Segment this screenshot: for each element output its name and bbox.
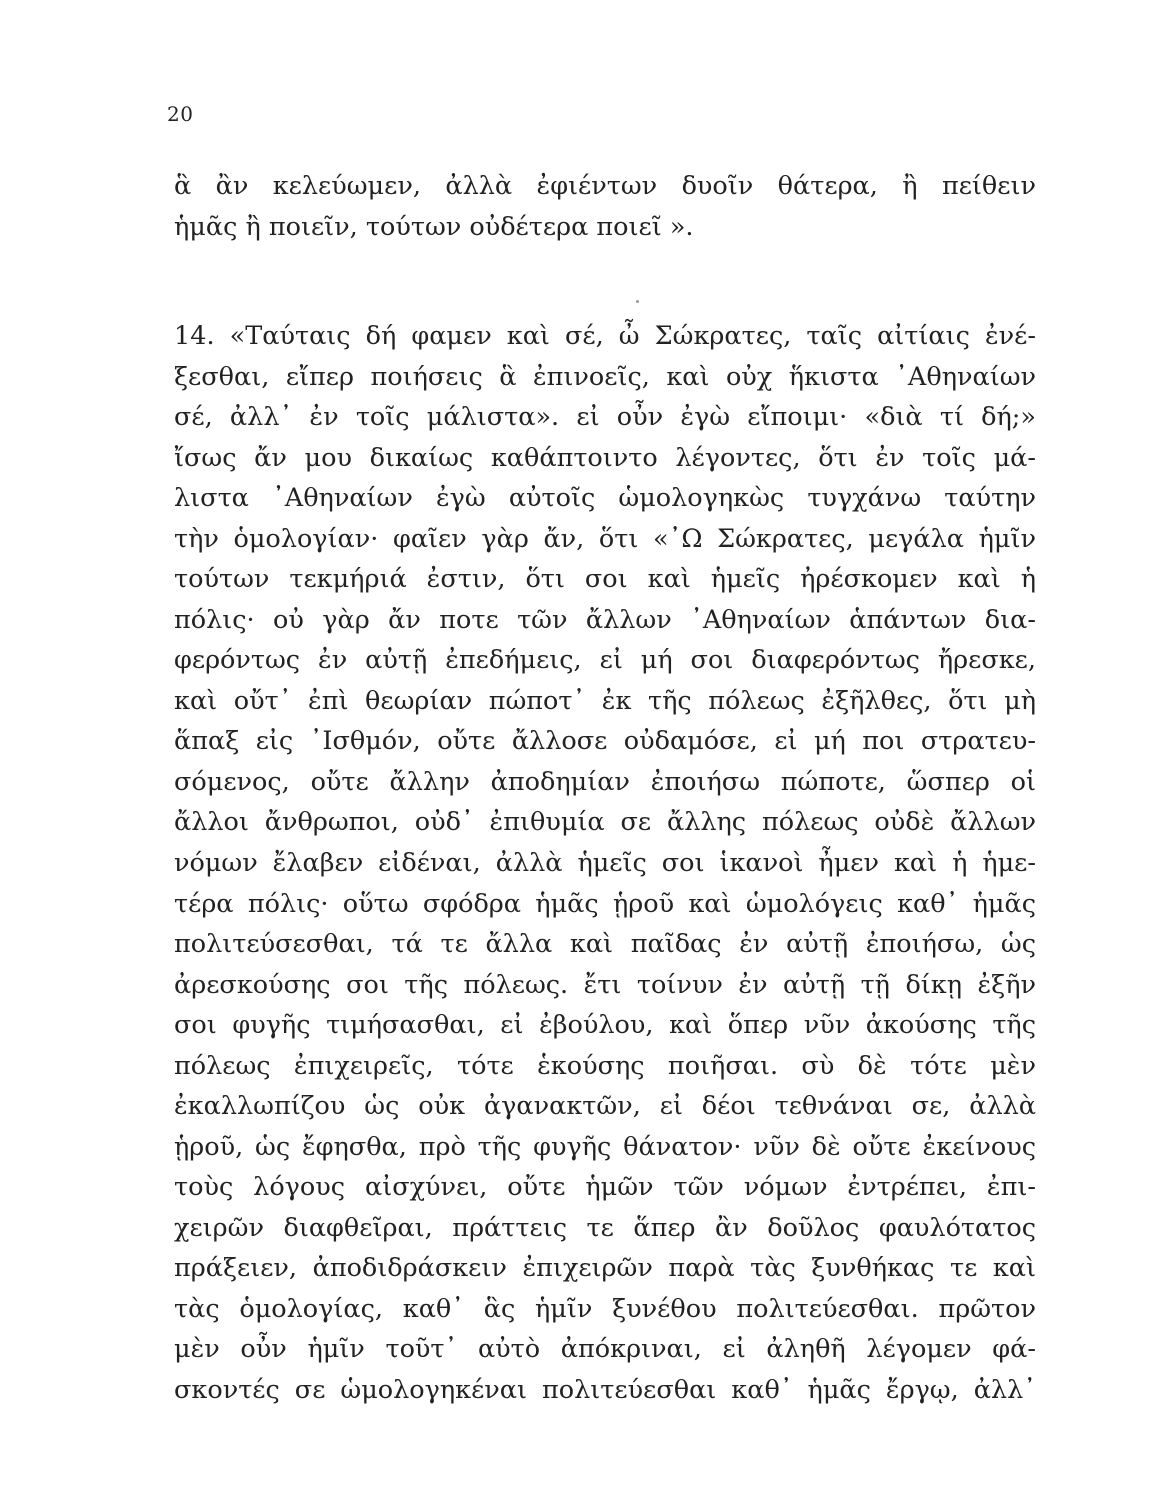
text-line: ἴσως ἄν μου δικαίως καθάπτοιντο λέγοντες, ὅτι ἐν τοῖς μά-	[174, 443, 1036, 473]
text-line: ξεσθαι, εἴπερ ποιήσεις ἃ ἐπινοεῖς, καὶ οὐχ ἥκιστα ᾿Αθηναίων	[174, 362, 1036, 392]
text-line: νόμων ἔλαβεν εἰδέναι, ἀλλὰ ἡμεῖς σοι ἱκανοὶ ἦμεν καὶ ἡ ἡμε-	[174, 848, 1036, 878]
text-line: χειρῶν διαφθεῖραι, πράττεις τε ἅπερ ἂν δοῦλος φαυλότατος	[174, 1213, 1036, 1243]
page-speck	[636, 300, 639, 303]
text-line: ἡμᾶς ἢ ποιεῖν, τούτων οὐδέτερα ποιεῖ ».	[174, 212, 694, 242]
text-line: σοι φυγῆς τιμήσασθαι, εἰ ἐβούλου, καὶ ὅπερ νῦν ἀκούσης τῆς	[174, 1010, 1036, 1040]
text-line: φερόντως ἐν αὐτῇ ἐπεδήμεις, εἰ μή σοι διαφερόντως ἤρεσκε,	[174, 645, 1036, 675]
text-line: λιστα ᾿Αθηναίων ἐγὼ αὐτοῖς ὡμολογηκὼς τυγχάνω ταύτην	[174, 483, 1036, 513]
text-line: ᾑροῦ, ὡς ἔφησθα, πρὸ τῆς φυγῆς θάνατον· νῦν δὲ οὔτε ἐκείνους	[174, 1132, 1036, 1162]
text-line: πράξειεν, ἀποδιδράσκειν ἐπιχειρῶν παρὰ τὰς ξυνθήκας τε καὶ	[174, 1253, 1036, 1283]
text-line: ἅπαξ εἰς ᾿Ισθμόν, οὔτε ἄλλοσε οὐδαμόσε, εἰ μή ποι στρατευ-	[174, 726, 1036, 756]
text-line: σέ, ἀλλ᾽ ἐν τοῖς μάλιστα». εἰ οὖν ἐγὼ εἴποιμι· «διὰ τί δή;»	[174, 402, 1036, 432]
text-line: ἀρεσκούσης σοι τῆς πόλεως. ἔτι τοίνυν ἐν αὐτῇ τῇ δίκῃ ἐξῆν	[174, 970, 1036, 1000]
page-number: 20	[167, 102, 194, 126]
text-line: τέρα πόλις· οὕτω σφόδρα ἡμᾶς ᾑροῦ καὶ ὡμολόγεις καθ᾽ ἡμᾶς	[174, 889, 1036, 919]
text-line: ἐκαλλωπίζου ὡς οὐκ ἀγανακτῶν, εἰ δέοι τεθνάναι σε, ἀλλὰ	[174, 1091, 1036, 1121]
text-line: τοὺς λόγους αἰσχύνει, οὔτε ἡμῶν τῶν νόμων ἐντρέπει, ἐπι-	[174, 1172, 1036, 1202]
text-line: σόμενος, οὔτε ἄλλην ἀποδημίαν ἐποιήσω πώποτε, ὥσπερ οἱ	[174, 767, 1036, 797]
text-line: πόλις· οὐ γὰρ ἄν ποτε τῶν ἄλλων ᾿Αθηναίων ἁπάντων δια-	[174, 605, 1036, 635]
text-line: 14. «Ταύταις δή φαμεν καὶ σέ, ὦ Σώκρατες, ταῖς αἰτίαις ἐνέ-	[174, 321, 1036, 351]
text-line: πόλεως ἐπιχειρεῖς, τότε ἑκούσης ποιῆσαι. σὺ δὲ τότε μὲν	[174, 1051, 1036, 1081]
text-line: τὴν ὁμολογίαν· φαῖεν γὰρ ἄν, ὅτι «᾿Ω Σώκρατες, μεγάλα ἡμῖν	[174, 524, 1036, 554]
text-line: πολιτεύσεσθαι, τά τε ἄλλα καὶ παῖδας ἐν αὐτῇ ἐποιήσω, ὡς	[174, 929, 1036, 959]
text-line: ἃ ἂν κελεύωμεν, ἀλλὰ ἐφιέντων δυοῖν θάτερα, ἢ πείθειν	[174, 171, 1036, 201]
text-line: καὶ οὔτ᾽ ἐπὶ θεωρίαν πώποτ᾽ ἐκ τῆς πόλεως ἐξῆλθες, ὅτι μὴ	[174, 686, 1036, 716]
text-line: τὰς ὁμολογίας, καθ᾽ ἃς ἡμῖν ξυνέθου πολιτεύεσθαι. πρῶτον	[174, 1294, 1036, 1324]
text-line: ἄλλοι ἄνθρωποι, οὐδ᾽ ἐπιθυμία σε ἄλλης πόλεως οὐδὲ ἄλλων	[174, 807, 1036, 837]
text-line: μὲν οὖν ἡμῖν τοῦτ᾽ αὐτὸ ἀπόκριναι, εἰ ἀληθῆ λέγομεν φά-	[174, 1334, 1036, 1364]
text-line: τούτων τεκμήριά ἐστιν, ὅτι σοι καὶ ἡμεῖς ἠρέσκομεν καὶ ἡ	[174, 564, 1036, 594]
text-line: σκοντές σε ὡμολογηκέναι πολιτεύεσθαι καθ᾽ ἡμᾶς ἔργῳ, ἀλλ᾽	[174, 1375, 1036, 1405]
